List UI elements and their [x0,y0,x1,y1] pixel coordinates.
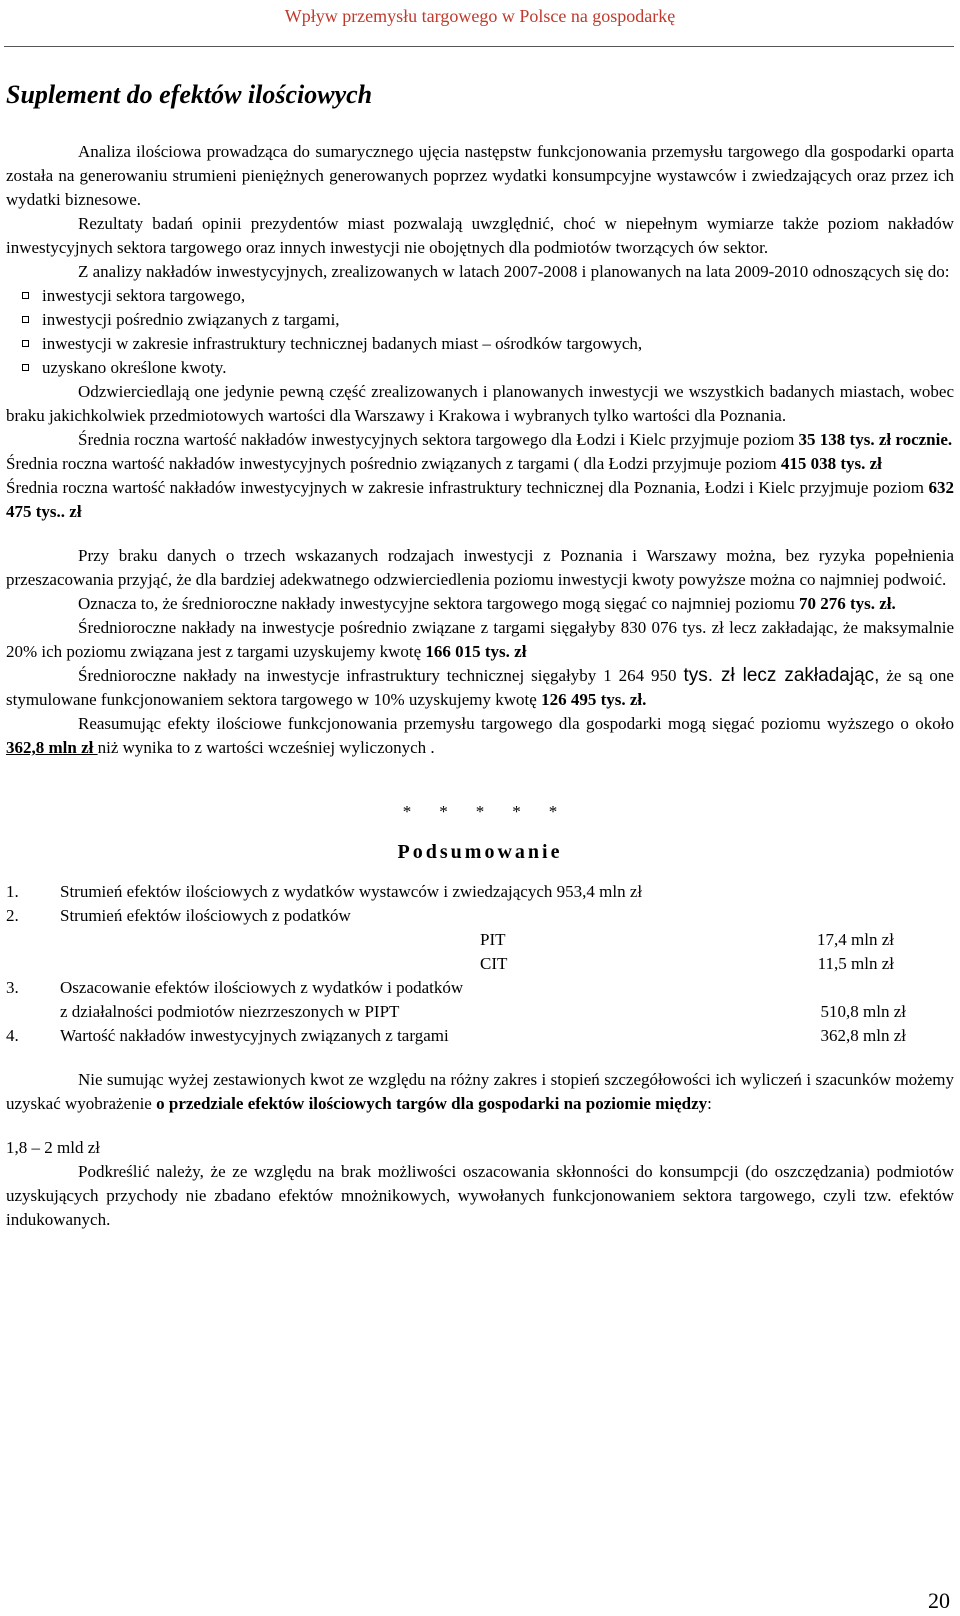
paragraph-text: : [707,1094,712,1113]
bullet-text: uzyskano określone kwoty. [42,358,227,377]
paragraph [6,592,954,616]
bullet-list [6,284,954,380]
amount-value: 166 015 tys. zł [425,642,527,661]
summary-item-continued [6,1000,954,1024]
paragraph-text: niż wynika to z wartości wcześniej wyliczonych . [97,738,435,757]
amount-value: 415 038 tys. zł [780,454,882,473]
paragraph [6,452,954,476]
bullet-item [6,284,954,308]
paragraph [6,616,954,664]
summary-item [6,880,954,904]
spacer [6,1116,954,1136]
bullet-text: inwestycji sektora targowego, [42,286,246,305]
paragraph-text: Średnioroczne nakłady na inwestycje pośrednio związane z targami sięgałyby 830 076 tys. zł lecz zakładając, że maksymalnie 20% ich poziomu związana jest z targami uzyskujemy kwotę [6,618,954,661]
bullet-item [6,332,954,356]
paragraph: Z analizy nakładów inwestycyjnych, zrealizowanych w latach 2007-2008 i planowanych na lata 2009-2010 odnoszących się do: [78,262,950,281]
item-value: 510,8 mln zł [820,1002,906,1021]
running-header: Wpływ przemysłu targowego w Polsce na gospodarkę [284,6,676,26]
tax-label: PIT [480,930,506,949]
paragraph-text: że są one stymulowane funkcjonowaniem sektora targowego w 10% uzyskujemy kwotę [6,666,954,709]
paragraph [6,1068,954,1116]
paragraph: Analiza ilościowa prowadząca do sumarycznego ujęcia następstw funkcjonowania przemysłu targowego dla gospodarki oparta została na generowaniu strumieni pieniężnych generowanych poprzez wydatki konsumpcyjne wystawców i zwiedzających oraz przez ich wydatki biznesowe. [6,142,954,209]
item-text: Strumień efektów ilościowych z wydatków wystawców i zwiedzających 953,4 mln zł [60,882,643,901]
header-divider [4,46,954,47]
paragraph-text: Reasumując efekty ilościowe funkcjonowania przemysłu targowego dla gospodarki mogą sięgać poziomu wyższego o około [78,714,954,733]
page-number: 20 [928,1588,950,1613]
paragraph [6,712,954,760]
emphasis-text: o przedziale efektów ilościowych targów dla gospodarki na poziomie między [156,1094,708,1113]
summary-item [6,1024,954,1048]
paragraph-text: Nie sumując wyżej zestawionych kwot ze względu na różny zakres i stopień szczegółowości ich wyliczeń i szacunków możemy uzyskać wyobrażenie [6,1070,954,1113]
tax-label: CIT [480,954,508,973]
paragraph: Rezultaty badań opinii prezydentów miast pozwalają uwzględnić, choć w niepełnym wymiarze także poziom nakładów inwestycyjnych sektora targowego oraz innych inwestycji nie obojętnych dla podmiotów tworzących ów sektor. [6,214,954,257]
paragraph [6,428,954,452]
item-value: 11,5 mln zł [817,954,894,973]
amount-value: 70 276 tys. zł. [798,594,896,613]
amount-value: 35 138 tys. zł rocznie. [798,430,953,449]
summary-item [6,904,954,928]
bullet-text: inwestycji pośrednio związanych z targami, [42,310,340,329]
amount-value: 126 495 tys. zł. [541,690,647,709]
square-bullet-icon [22,292,29,299]
paragraph-text: Średnioroczne nakłady na inwestycje infrastruktury technicznej sięgałyby 1 264 950 [78,666,684,685]
item-text: Strumień efektów ilościowych z podatków [60,906,351,925]
item-number: 1. [6,882,19,901]
paragraph-text-large: tys. zł lecz zakładając, [683,665,880,686]
document-body [6,140,954,1232]
square-bullet-icon [22,364,29,371]
summary-subitem [6,952,954,976]
paragraph: Podkreślić należy, że ze względu na brak możliwości oszacowania skłonności do konsumpcji (do oszczędzania) podmiotów uzyskujących przychody nie zbadano efektów mnożnikowych, wywołanych funkcjonowaniem sektora targowego, czyli tzw. efektów indukowanych. [6,1162,954,1229]
item-value: 362,8 mln zł [820,1026,906,1045]
range-value: 1,8 – 2 mld zł [6,1138,100,1157]
paragraph: Odzwierciedlają one jedynie pewną część zrealizowanych i planowanych inwestycji we wszystkich badanych miastach, wobec braku jakichkolwiek przedmiotowych wartości dla Warszawy i Krakowa i wybranych tylko wartości dla Poznania. [6,382,954,425]
square-bullet-icon [22,316,29,323]
item-number: 2. [6,906,19,925]
summary-list [6,880,954,1048]
paragraph: Przy braku danych o trzech wskazanych rodzajach inwestycji z Poznania i Warszawy można, bez ryzyka popełnienia przeszacowania przyjąć, że dla bardziej adekwatnego odzwierciedlenia poziomu inwestycji kwoty powyższe można co najmniej podwoić. [6,546,954,589]
amount-value: 632 475 tys.. zł [6,478,954,521]
bullet-item [6,308,954,332]
square-bullet-icon [22,340,29,347]
paragraph-text: Średnia roczna wartość nakładów inwestycyjnych w zakresie infrastruktury technicznej dla Poznania, Łodzi i Kielc przyjmuje poziom [6,478,929,497]
bullet-item [6,356,954,380]
spacer [6,524,954,544]
item-value: 17,4 mln zł [817,930,894,949]
summary-item [6,976,954,1000]
section-separator: ***** [402,802,586,821]
paragraph [6,664,954,712]
item-number: 4. [6,1026,19,1045]
paragraph-text: Średnia roczna wartość nakładów inwestycyjnych sektora targowego dla Łodzi i Kielc przyjmuje poziom [78,430,799,449]
summary-subitem [6,928,954,952]
item-text: Wartość nakładów inwestycyjnych związanych z targami [60,1026,449,1045]
spacer [6,1048,954,1068]
underlined-amount: 362,8 mln zł [6,738,98,757]
item-text: Oszacowanie efektów ilościowych z wydatków i podatków [60,978,464,997]
item-number: 3. [6,978,19,997]
paragraph [6,476,954,524]
summary-title: Podsumowanie [397,841,563,863]
paragraph-text: Średnia roczna wartość nakładów inwestycyjnych pośrednio związanych z targami ( dla Łodzi przyjmuje poziom [6,454,781,473]
paragraph-text: Oznacza to, że średnioroczne nakłady inwestycyjne sektora targowego mogą sięgać co najmniej poziomu [78,594,799,613]
bullet-text: inwestycji w zakresie infrastruktury technicznej badanych miast – ośrodków targowych, [42,334,643,353]
item-text: z działalności podmiotów niezrzeszonych w PIPT [60,1002,400,1021]
section-title: Suplement do efektów ilościowych [6,80,373,109]
